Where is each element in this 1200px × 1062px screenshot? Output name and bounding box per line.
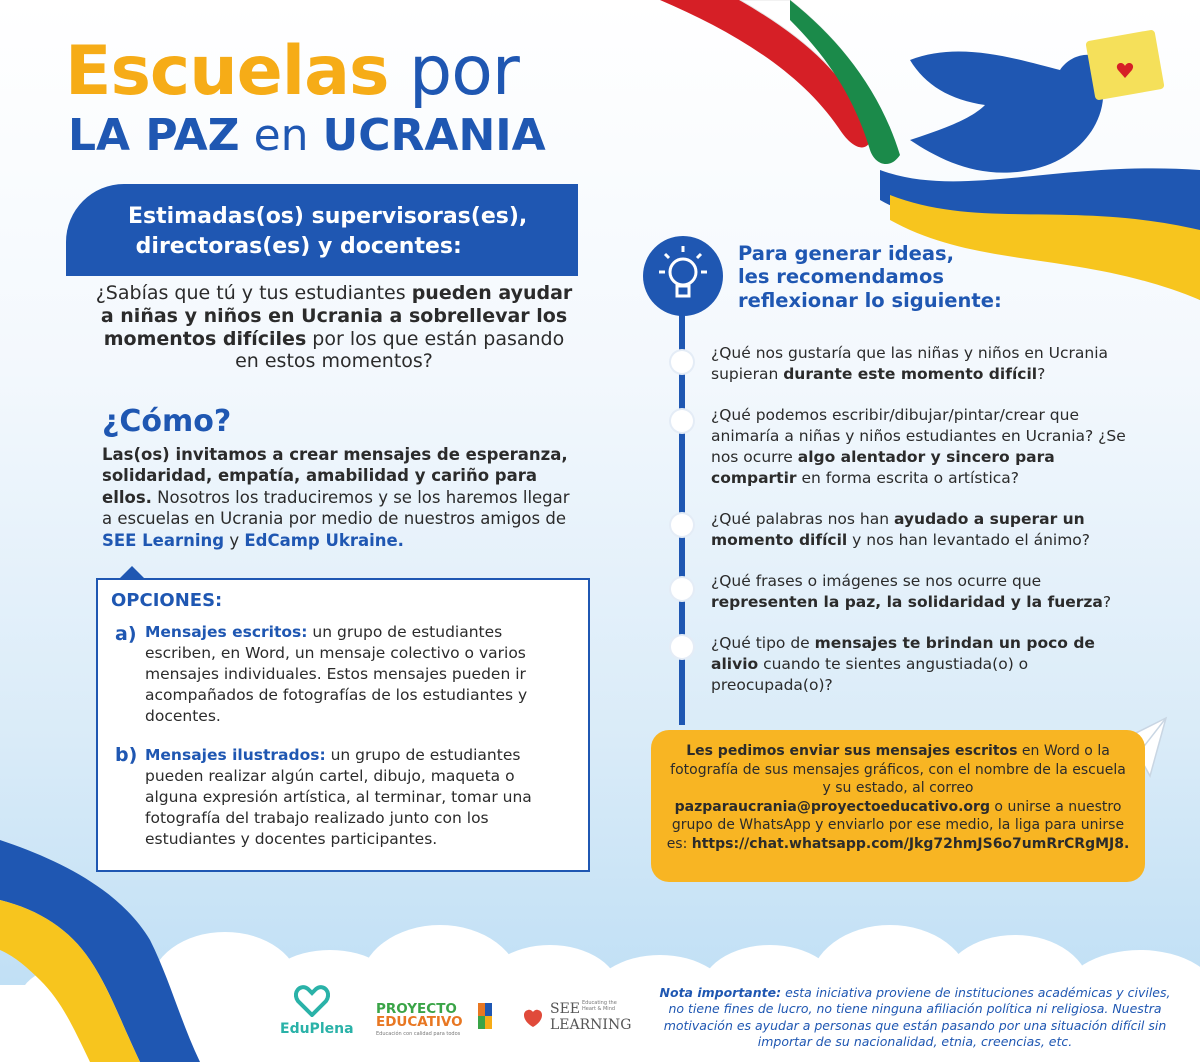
question-2-end: en forma escrita o artística? [796, 468, 1020, 487]
title-en: en [239, 110, 323, 161]
question-5 [711, 633, 1141, 696]
question-4-bold: representen la paz, la solidaridad y la fuerza [711, 592, 1103, 611]
como-heading: ¿Cómo? [102, 404, 232, 439]
como-paragraph [102, 444, 582, 551]
option-a-text [145, 622, 567, 727]
see-learning-link: SEE Learning [102, 530, 225, 550]
lightbulb-badge [643, 236, 723, 316]
option-b-title: Mensajes ilustrados: [145, 746, 326, 764]
important-note [655, 985, 1175, 1050]
intro-paragraph [90, 282, 578, 373]
intro-bold: pueden ayudar a niñas y niños en Ucrania a sobrellevar los momentos difíciles [100, 282, 573, 350]
question-2-text: ¿Qué podemos escribir/dibujar/pintar/crear que animaría a niñas y niños estudiantes en Ucrania? ¿Se nos ocurre [711, 406, 1126, 466]
title-escuelas: Escuelas [65, 32, 389, 111]
como-text: Nosotros los traduciremos y se los haremos llegar a escuelas en Ucrania por medio de nuestros amigos de [102, 487, 570, 529]
question-1-end: ? [1037, 364, 1046, 383]
salutation-line1: Estimadas(os) supervisoras(es), [128, 204, 528, 229]
question-4 [711, 571, 1141, 613]
option-b-letter: b) [115, 744, 138, 766]
page-title-line1 [65, 32, 519, 111]
proyecto-educativo-tagline: Educación con calidad para todos [376, 1031, 461, 1037]
option-a-letter: a) [115, 623, 137, 645]
salutation-text [128, 202, 527, 261]
options-heading: OPCIONES: [111, 590, 223, 611]
question-5-text: ¿Qué tipo de [711, 634, 815, 652]
question-3 [711, 509, 1141, 551]
see-tagline: Educating the Heart & Mind [582, 1000, 617, 1012]
lightbulb-icon [643, 236, 723, 316]
question-1-text: ¿Qué nos gustaría que las niñas y niños en Ucrania supieran [711, 344, 1109, 383]
request-text [665, 742, 1131, 854]
see-logo: SEE [550, 1001, 581, 1017]
footer-logos [280, 985, 630, 1045]
eduplena-logo: EduPlena [280, 1021, 354, 1037]
edcamp-link: EdCamp Ukraine. [244, 530, 404, 550]
question-3-text: ¿Qué palabras nos han [711, 510, 894, 528]
question-5-end: cuando te sientes angustiada(o) o preocupada(o)? [711, 654, 1029, 694]
ideas-heading-line1: Para generar ideas, [738, 242, 955, 265]
request-bold: Les pedimos enviar sus mensajes escritos [686, 743, 1018, 759]
title-ucrania: UCRANIA [322, 110, 546, 161]
question-1 [711, 343, 1141, 385]
page-title-line2 [68, 112, 546, 160]
proyecto-educativo-logo-line2: EDUCATIVO [376, 1014, 463, 1030]
note-text: esta iniciativa proviene de instituciones académicas y civiles, no tiene fines de lucro, no tiene ninguna afiliación política ni religiosa. Nuestra motivación es ayudar a personas que están pasando por una situación difícil sin importar de su nacionalidad, etnia, creencias, etc. [663, 985, 1171, 1049]
question-3-bold: ayudado a superar un momento difícil [711, 510, 1085, 549]
question-2 [711, 405, 1141, 489]
option-a-title: Mensajes escritos: [145, 623, 308, 641]
question-1-bold: durante este momento difícil [783, 364, 1038, 383]
como-bold: Las(os) invitamos a crear mensajes de esperanza, solidaridad, empatía, amabilidad y cariño para ellos. [102, 445, 568, 507]
como-and: y [224, 530, 245, 550]
timeline-dot [671, 351, 693, 373]
ideas-heading-line2: les recomendamos [738, 265, 944, 289]
question-2-bold: algo alentador y sincero para compartir [711, 447, 1055, 487]
proyecto-educativo-mark [478, 1003, 492, 1029]
ideas-heading [738, 242, 1002, 312]
question-3-end: y nos han levantado el ánimo? [847, 530, 1091, 549]
intro-part2: por los que están pasando en estos momentos? [235, 327, 565, 373]
question-5-bold: mensajes te brindan un poco de alivio [711, 634, 1095, 673]
timeline-dot [671, 636, 693, 658]
apple-heart-icon [522, 1005, 544, 1029]
timeline-dot [671, 410, 693, 432]
title-la-paz: LA PAZ [68, 110, 240, 161]
question-4-text: ¿Qué frases o imágenes se nos ocurre que [711, 572, 1042, 590]
intro-part1: ¿Sabías que tú y tus estudiantes [95, 282, 412, 304]
learning-logo: LEARNING [550, 1017, 632, 1033]
request-text2: o unirse a nuestro grupo de WhatsApp y enviarlo por ese medio, la liga para unirse es: [666, 798, 1125, 853]
request-text1: en Word o la fotografía de sus mensajes gráficos, con el nombre de la escuela y su estado, al correo [670, 743, 1126, 797]
proyecto-educativo-logo-line1: PROYECTO [376, 1001, 457, 1017]
salutation-banner [66, 184, 578, 276]
salutation-line2: directoras(es) y docentes: [135, 233, 462, 259]
question-4-end: ? [1102, 592, 1112, 611]
whatsapp-link[interactable]: https://chat.whatsapp.com/Jkg72hmJS6o7umRrCRgMJ8. [691, 836, 1130, 853]
note-bold: Nota importante: [659, 985, 782, 1000]
request-email[interactable]: pazparaucrania@proyectoeducativo.org [674, 798, 990, 815]
eduplena-heart-icon [294, 985, 330, 1017]
timeline-dot [671, 514, 693, 536]
option-b-body: un grupo de estudiantes pueden realizar algún cartel, dibujo, maqueta o alguna expresión artística, al terminar, tomar una fotografía del trabajo realizado junto con los estudiantes y docentes participantes. [145, 746, 532, 848]
option-a-body: un grupo de estudiantes escriben, en Word, un mensaje colectivo o varios mensajes individuales. Estos mensajes pueden ir acompañados de fotografías de los estudiantes y docentes. [145, 623, 528, 725]
ideas-heading-line3: reflexionar lo siguiente: [738, 288, 1002, 312]
timeline-dot [671, 578, 693, 600]
ukraine-ribbon-decoration [0, 820, 280, 1062]
title-por: por [388, 32, 519, 111]
